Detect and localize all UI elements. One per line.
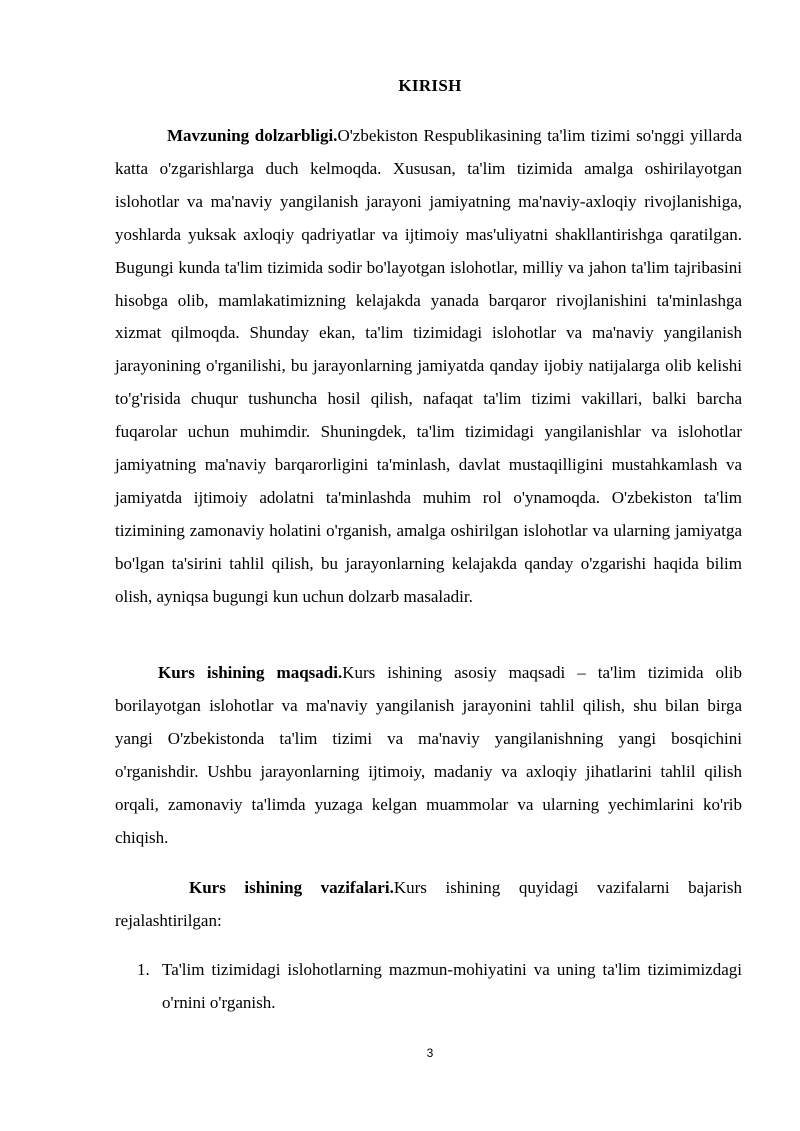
paragraph-text: Kurs ishining asosiy maqsadi – ta'lim tizimida olib borilayotgan islohotlar va ma'naviy yangilanish jarayonini tahlil qilish, shu bilan birga yangi O'zbekistonda ta'lim tizimi va ma'naviy yangilanishning yangi bosqichini o'rganishdir. Ushbu jarayonlarning ijtimoiy, madaniy va axloqiy jihatlarini tahlil qilish orqali, zamonaviy ta'limda yuzaga kelgan muammolar va ularning yechimlarini ko'rib chiqish.: [115, 663, 742, 847]
task-list: [115, 954, 742, 1020]
paragraph-goal: [115, 657, 742, 854]
section-heading: KIRISH: [398, 76, 462, 95]
list-item-number: 1.: [137, 960, 150, 979]
paragraph-lead: Mavzuning dolzarbligi.: [167, 126, 338, 145]
list-item: [115, 954, 742, 1020]
paragraph-text: O'zbekiston Respublikasining ta'lim tizimi so'nggi yillarda katta o'zgarishlarga duch kelmoqda. Xususan, ta'lim tizimida amalga oshirilayotgan islohotlar va ma'naviy yangilanish jarayoni jamiyatning ma'naviy-axloqiy rivojlanishiga, yoshlarda yuksak axloqiy qadriyatlar va ijtimoiy mas'uliyatni shakllantirishga qaratilgan. Bugungi kunda ta'lim tizimida sodir bo'layotgan islohotlar, milliy va jahon ta'lim tajribasini hisobga olib, mamlakatimizning kelajakda yanada barqaror rivojlanishini ta'minlashga xizmat qilmoqda. Shunday ekan, ta'lim tizimidagi islohotlar va ma'naviy yangilanish jarayonining o'rganilishi, bu jarayonlarning jamiyatda qanday ijobiy natijalarga olib kelishi to'g'risida chuqur tushuncha hosil qilish, nafaqat ta'lim tizimi vakillari, balki barcha fuqarolar uchun muhimdir. Shuningdek, ta'lim tizimidagi yangilanishlar va islohotlar jamiyatning ma'naviy barqarorligini ta'minlash, davlat mustaqilligini mustahkamlash va jamiyatda ijtimoiy adolatni ta'minlashda muhim rol o'ynamoqda. O'zbekiston ta'lim tizimining zamonaviy holatini o'rganish, amalga oshirilgan islohotlar va ularning jamiyatga bo'lgan ta'sirini tahlil qilish, bu jarayonlarning kelajakda qanday o'zgarishi haqida bilim olish, ayniqsa bugungi kun uchun dolzarb masaladir.: [115, 126, 742, 606]
paragraph-relevance: [115, 120, 742, 614]
paragraph-text: Kurs ishining quyidagi vazifalarni bajarish rejalashtirilgan:: [115, 878, 742, 930]
paragraph-lead: Kurs ishining maqsadi.: [158, 663, 343, 682]
paragraph-lead: Kurs ishining vazifalari.: [189, 878, 394, 897]
paragraph-tasks: [115, 872, 742, 938]
list-item-text: Ta'lim tizimidagi islohotlarning mazmun-mohiyatini va uning ta'lim tizimimizdagi o'rnini o'rganish.: [162, 960, 742, 1012]
page-number: 3: [426, 1046, 434, 1060]
